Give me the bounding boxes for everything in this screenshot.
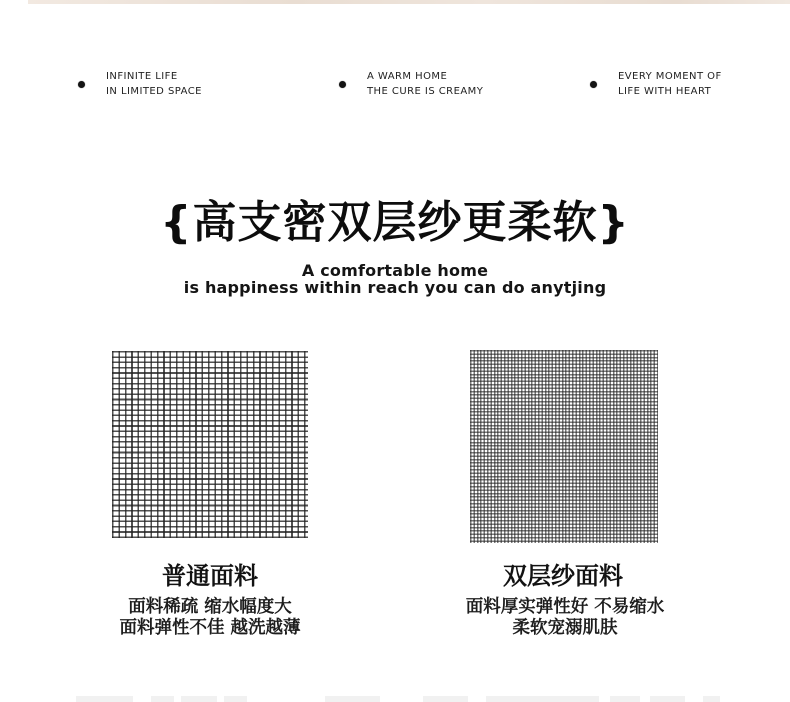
fine-fabric-swatch [470,350,658,543]
feature-line2: THE CURE IS CREAMY [367,85,484,97]
next-section-remnant [0,696,790,702]
feature-item-warm-home [339,70,483,99]
feature-line2: LIFE WITH HEART [618,85,712,97]
ordinary-fabric-description [90,597,330,638]
feature-item-infinite-life [78,70,202,99]
coarse-fabric-swatch [112,351,308,538]
feature-text [618,70,722,99]
ordinary-fabric-desc-line2: 面料弹性不佳 越洗越薄 [119,617,301,638]
ordinary-fabric-label: 普通面料 [162,562,258,590]
page-subtitle [0,262,790,296]
double-gauze-desc-line2: 柔软宠溺肌肤 [512,617,618,638]
bullet-dot-icon [590,81,597,88]
ordinary-fabric-desc-line1: 面料稀疏 缩水幅度大 [128,597,292,617]
double-gauze-fabric-label: 双层纱面料 [503,562,623,590]
feature-line1: INFINITE LIFE [106,71,178,82]
subtitle-line1: A comfortable home [301,261,489,280]
feature-line1: A WARM HOME [367,71,448,82]
feature-item-every-moment [590,70,722,99]
bullet-dot-icon [78,81,85,88]
double-gauze-desc-line1: 面料厚实弹性好 不易缩水 [465,597,665,617]
top-accent-strip [28,0,790,4]
bullet-dot-icon [339,81,346,88]
double-gauze-fabric-description [445,597,685,638]
feature-text [367,70,483,99]
subtitle-line2: is happiness within reach you can do anytjing [183,278,607,297]
feature-text [106,70,202,99]
feature-line2: IN LIMITED SPACE [106,85,202,97]
feature-line1: EVERY MOMENT OF [618,71,722,82]
page-title: {高支密双层纱更柔软} [160,197,630,248]
